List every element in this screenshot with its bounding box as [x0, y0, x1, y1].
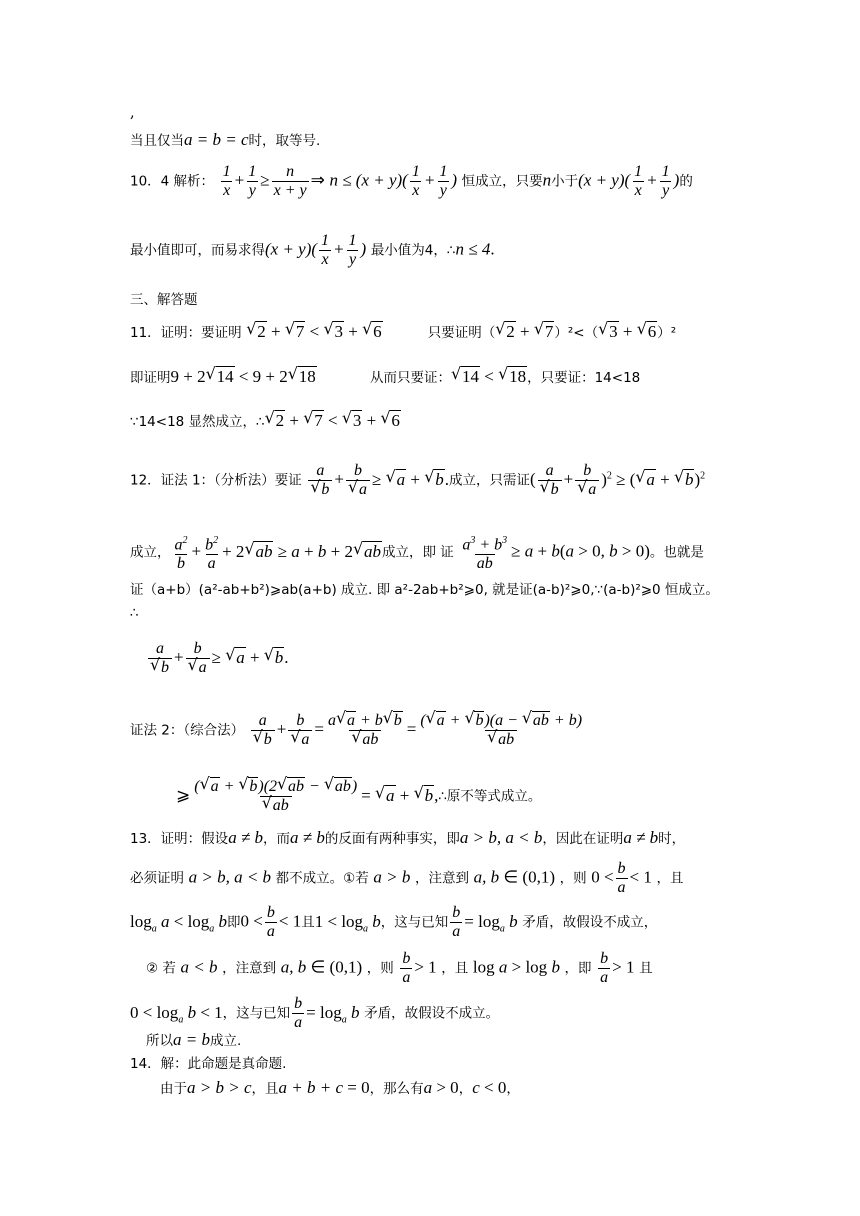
section-title: 三、解答题 [130, 292, 198, 308]
text-fragment: ，且 [441, 960, 469, 977]
problem-12-line-4 [130, 603, 139, 623]
text-fragment: ，只要证：14<18 [527, 370, 641, 386]
text-fragment: 都不成立。①若 [275, 870, 369, 887]
problem-12-line-7: ⩾ (√ a + √ b)(2√ ab − √ ab) √ ab = √ a + √ b,∴原不等式成立。 [176, 778, 541, 815]
text-fragment: ∵14<18 显然成立，∴ [130, 414, 265, 430]
text-fragment: ，则 [559, 870, 587, 887]
text-fragment: 证（a+b）(a²-ab+b²)⩾ab(a+b) 成立. 即 a²-2ab+b²⩾0, 就是证(a-b)²⩾0,∵(a-b)²⩾0 恒成立。 [130, 582, 719, 598]
text-fragment: 从而只要证： [370, 370, 451, 386]
problem-13-line-4: ② 若 a < b ，注意到 a, b ∈ (0,1) ，则 $\frac{b}{a}$ > 1 ，且 log a > log b ，即 $\frac{b}{a}$ > 1 且 [146, 950, 653, 986]
text-fragment: ，注意到 [222, 960, 277, 977]
problem-14-line-2: 由于a > b > c，且a + b + c = 0，那么有a > 0，c < 0， [160, 1078, 520, 1097]
text-fragment: 成立，只需证 [448, 472, 530, 489]
text-fragment: 且 [639, 960, 653, 977]
text-fragment: 矛盾，故假设不成立， [522, 914, 658, 931]
text-fragment: 矛盾，故假设不成立。 [364, 1005, 500, 1022]
text-fragment: 的 [679, 173, 693, 190]
text-fragment: 由于 [160, 1081, 187, 1097]
text-fragment: ，这与已知 [222, 1005, 291, 1022]
text-fragment: 恒成立，只要 [461, 173, 543, 190]
text-fragment: 即证明 [130, 370, 171, 386]
problem-10-line-1: 10．4 解析： $\frac{1}{x}$ + $\frac{1}{y}$ ≥ $\frac{n}{x + y}$ ⇒ n ≤ (x + y)( $\frac{1}{x}$ + $\frac{1}{y}$ ) 恒成立，只要n小于(x + y)( $\frac{1}{x}$ + $\frac{1}{y}$ )的 [130, 163, 693, 199]
text-fragment: 证法 2：（综合法） [130, 722, 245, 739]
text-fragment: ）² [657, 325, 677, 341]
problem-11-line-3: ∵14<18 显然成立，∴√ 2 + √ 7 < √ 3 + √ 6 [130, 411, 401, 432]
problem-14-line-1 [130, 1054, 286, 1074]
text-fragment: ，而 [263, 831, 291, 847]
text-fragment: 最小值为4，∴ [370, 242, 456, 259]
text-fragment: 10．4 解析： [130, 173, 215, 190]
text-fragment: ）²<（ [554, 325, 599, 341]
text-fragment: 即 [227, 914, 241, 931]
text-fragment: ② 若 [146, 960, 176, 977]
problem-10-line-2: 最小值即可，而易求得(x + y)( $\frac{1}{x}$ + $\frac{1}{y}$ ) 最小值为4，∴n ≤ 4. [130, 232, 495, 268]
text-fragment: 成立. [209, 1033, 242, 1049]
text-line [130, 103, 135, 123]
section-heading [130, 290, 198, 310]
text-fragment: 的反面有两种事实，即 [324, 831, 460, 847]
text-fragment: 只要证明（ [427, 325, 496, 341]
problem-13-line-6: 所以a = b成立. [146, 1030, 242, 1049]
text-fragment: ，那么有 [369, 1081, 424, 1097]
math-fragment: a = b = c [184, 130, 249, 149]
text-fragment: 当且仅当 [130, 133, 184, 149]
text-fragment: ∴原不等式成立。 [438, 788, 542, 805]
text-fragment: 时， [658, 831, 686, 847]
text-fragment: 最小值即可，而易求得 [130, 242, 265, 259]
text-fragment: 小于 [551, 173, 579, 190]
text-fragment: ∴ [130, 605, 139, 621]
problem-12-line-3 [130, 580, 719, 600]
text-fragment: ，即 [564, 960, 592, 977]
text-fragment: 13．证明：假设 [130, 831, 229, 847]
problem-11-line-2: 即证明9 + 2√ 14 < 9 + 2√ 18 从而只要证：√ 14 < √ 18，只要证：14<18 [130, 367, 640, 388]
problem-13-line-5: $0 < \log_a b < 1$，这与已知 $\frac{b}{a}$ = $\log_a b$ 矛盾，故假设不成立。 [130, 995, 500, 1031]
text-fragment: 。也就是 [649, 544, 704, 561]
problem-12-line-1: 12．证法 1：（分析法）要证 a √ b + b √ a ≥ √ a + √ b.成立，只需证( a √ b + b √ a )$^2$ ≥ (√ a + √ b)$^2$ [130, 462, 705, 499]
text-fragment: 所以 [146, 1033, 173, 1049]
text-fragment: ， [506, 1081, 520, 1097]
text-fragment: ，且 [656, 870, 684, 887]
math-fragment: n ≤ 4 [455, 239, 491, 259]
text-fragment: ，且 [251, 1081, 279, 1097]
text-fragment: 12．证法 1：（分析法）要证 [130, 472, 302, 489]
text-fragment: 11．证明：要证明 [130, 325, 242, 341]
problem-11-line-1: 11．证明：要证明 √ 2 + √ 7 < √ 3 + √ 6 只要证明（√ 2 + √ 7）²<（√ 3 + √ 6）² [130, 322, 676, 343]
problem-12-line-5: a √ b + b √ a ≥ √ a + √ b. [146, 640, 289, 677]
problem-13-line-3: $\log_a a < \log_a b$即0 < $\frac{b}{a}$ < 1且$1 < \log_a b$，这与已知 $\frac{b}{a}$ = $\log_a b$ 矛盾，故假设不成立， [130, 904, 658, 940]
text-line [130, 130, 320, 151]
text-fragment: , [130, 105, 135, 121]
text-fragment: 成立，即 证 [381, 544, 454, 561]
problem-12-line-2: 成立， $\frac{a^2}{b}$ + $\frac{b^2}{a}$ + 2√ ab ≥ a + b + 2√ ab成立，即 证 $\frac{a^3 + b^3}{ab}$ ≥ a + b(a > 0, b > 0)。也就是 [130, 532, 704, 573]
text-fragment: 成立， [130, 544, 171, 561]
problem-13-line-1: 13．证明：假设a ≠ b，而a ≠ b的反面有两种事实，即a > b, a < b，因此在证明a ≠ b时， [130, 828, 686, 847]
text-fragment: ，这与已知 [380, 914, 449, 931]
text-fragment: 必须证明 [130, 870, 184, 887]
text-fragment: 且 [301, 914, 315, 931]
text-fragment: 时，取等号. [248, 133, 321, 149]
text-fragment: ，因此在证明 [542, 831, 624, 847]
text-fragment: ，注意到 [414, 870, 469, 887]
problem-13-line-2: 必须证明 a > b, a < b 都不成立。①若 a > b ，注意到 a, b ∈ (0,1) ，则 0 < $\frac{b}{a}$ < 1 ，且 [130, 860, 684, 896]
text-fragment: 14．解：此命题是真命题. [130, 1056, 287, 1072]
text-fragment: ，则 [366, 960, 394, 977]
problem-12-line-6: 证法 2：（综合法） a √ b + b √ a = a√ a + b√ b √ ab = (√ a + √ b)(a − √ ab + b) √ ab [130, 712, 586, 749]
